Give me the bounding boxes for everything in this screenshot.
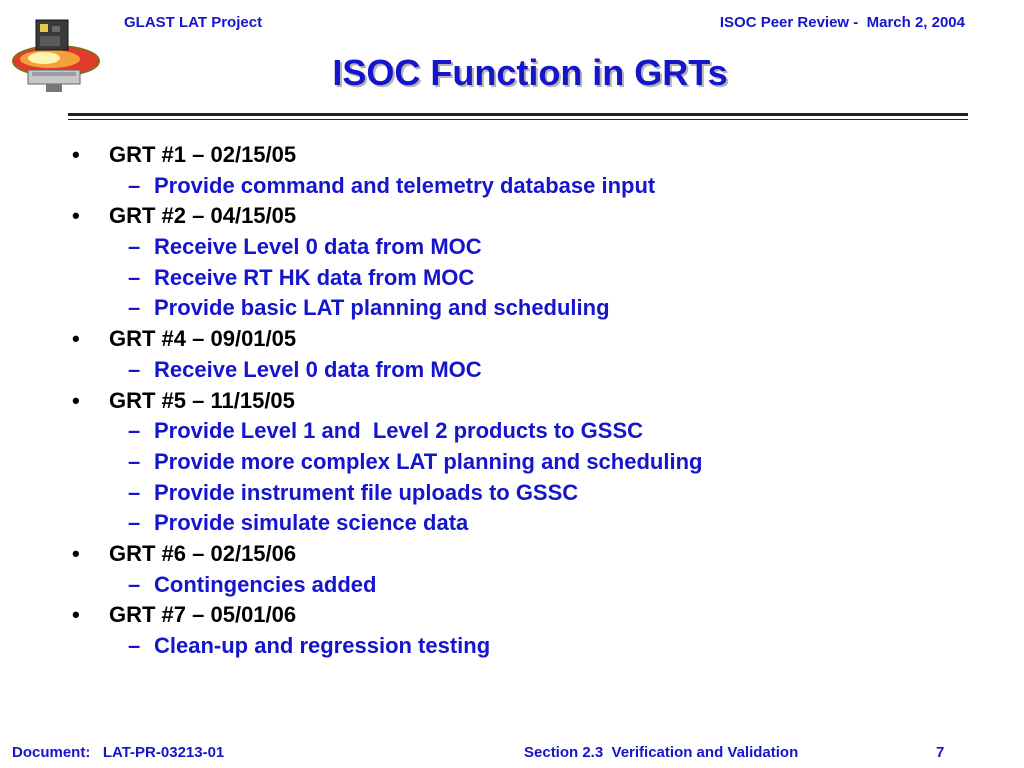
- grt-milestone: GRT #7 – 05/01/06: [109, 602, 297, 628]
- dash-icon: –: [128, 479, 141, 505]
- dash-icon: –: [128, 172, 141, 198]
- list-item: [72, 201, 972, 232]
- bullet-icon: •: [72, 387, 80, 413]
- grt-task: Provide command and telemetry database input: [154, 172, 656, 198]
- grt-task: Clean-up and regression testing: [154, 633, 491, 658]
- grt-task: Receive Level 0 data from MOC: [154, 234, 482, 260]
- list-item: [72, 570, 972, 601]
- title-divider-thin: [68, 119, 968, 120]
- grt-task: Receive RT HK data from MOC: [154, 264, 475, 290]
- header-project: GLAST LAT Project: [124, 14, 263, 31]
- list-item: [72, 447, 972, 478]
- dash-icon: –: [128, 356, 141, 382]
- grt-milestone: GRT #5 – 11/15/05: [109, 387, 295, 413]
- list-item: [72, 508, 972, 539]
- dash-icon: –: [128, 633, 141, 658]
- list-item: [72, 263, 972, 294]
- dash-icon: –: [128, 418, 141, 444]
- grt-milestone: GRT #1 – 02/15/05: [109, 142, 297, 167]
- list-item: [72, 140, 972, 171]
- page-number: 7: [936, 744, 945, 761]
- dash-icon: –: [128, 571, 141, 597]
- dash-icon: –: [128, 295, 141, 321]
- grt-task: Provide simulate science data: [154, 510, 469, 536]
- list-item: [72, 386, 972, 417]
- title-divider-thick: [68, 113, 968, 116]
- grt-task: Contingencies added: [154, 571, 377, 597]
- list-item: [72, 324, 972, 355]
- footer-document-id: Document: LAT-PR-03213-01: [12, 744, 225, 761]
- footer-section: Section 2.3 Verification and Validation: [524, 744, 799, 761]
- dash-icon: –: [128, 510, 141, 536]
- grt-task: Provide Level 1 and Level 2 products to GSSC: [154, 418, 644, 444]
- grt-task: Provide more complex LAT planning and scheduling: [154, 448, 703, 474]
- grt-task: Receive Level 0 data from MOC: [154, 356, 482, 382]
- list-item: [72, 232, 972, 263]
- list-item: [72, 478, 972, 509]
- dash-icon: –: [128, 264, 141, 290]
- list-item: [72, 171, 972, 202]
- slide-title: ISOC Function in GRTs: [332, 52, 728, 93]
- grt-milestone: GRT #6 – 02/15/06: [109, 540, 297, 566]
- list-item: [72, 631, 972, 662]
- grt-milestone: GRT #2 – 04/15/05: [109, 203, 297, 229]
- bullet-icon: •: [72, 326, 80, 352]
- list-item: [72, 600, 972, 631]
- list-item: [72, 355, 972, 386]
- grt-task: Provide basic LAT planning and scheduling: [154, 295, 610, 321]
- list-item: [72, 293, 972, 324]
- bullet-icon: •: [72, 142, 80, 167]
- bullet-icon: •: [72, 540, 80, 566]
- bullet-icon: •: [72, 203, 80, 229]
- grt-task: Provide instrument file uploads to GSSC: [154, 479, 579, 505]
- bullet-icon: •: [72, 602, 80, 628]
- dash-icon: –: [128, 448, 141, 474]
- list-item: [72, 416, 972, 447]
- list-item: [72, 539, 972, 570]
- grt-milestone: GRT #4 – 09/01/05: [109, 326, 297, 352]
- dash-icon: –: [128, 234, 141, 260]
- bullet-list: [72, 140, 972, 662]
- header-review-date: ISOC Peer Review - March 2, 2004: [719, 14, 965, 31]
